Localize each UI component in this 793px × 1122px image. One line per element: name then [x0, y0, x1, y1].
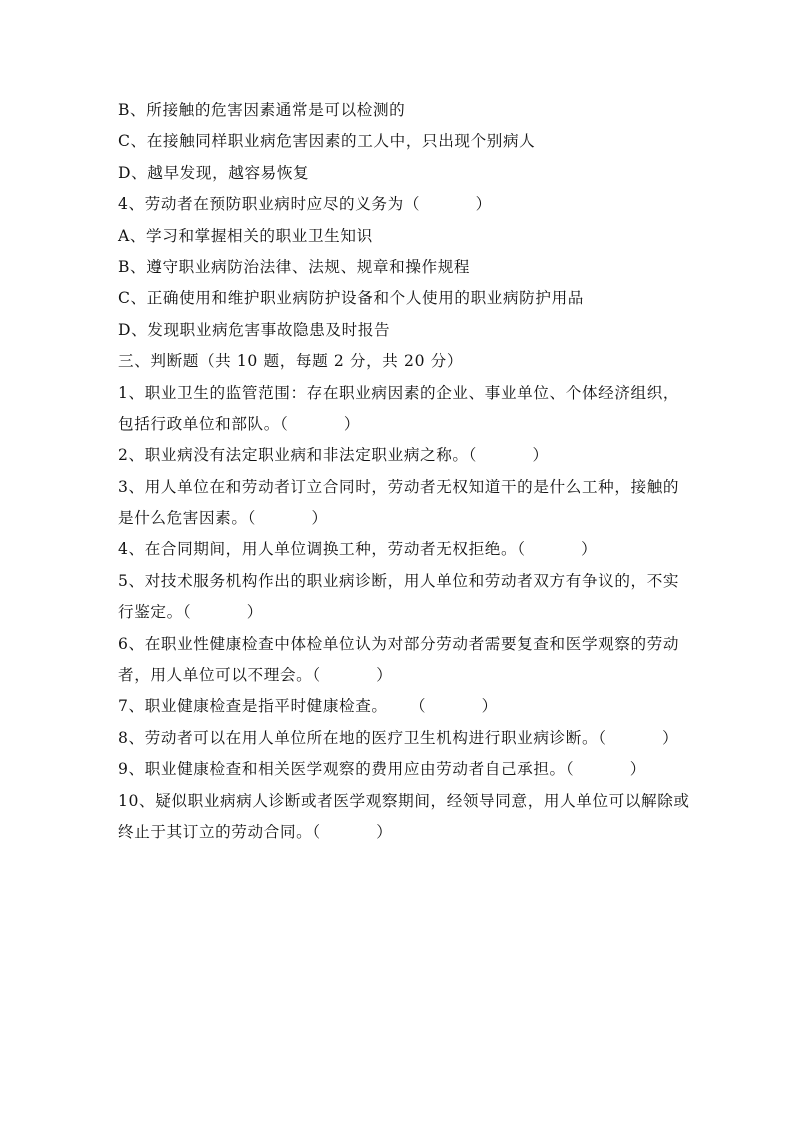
option-4b: B、遵守职业病防治法律、法规、规章和操作规程 [118, 257, 471, 276]
tf-question-5-cont: 行鉴定。（ ） [118, 603, 263, 622]
tf-question-6: 6、在职业性健康检查中体检单位认为对部分劳动者需要复查和医学观察的劳动 [118, 634, 680, 653]
tf-question-7: 7、职业健康检查是指平时健康检查。 （ ） [118, 697, 498, 716]
option-3c: C、在接触同样职业病危害因素的工人中，只出现个别病人 [118, 132, 536, 151]
option-3b: B、所接触的危害因素通常是可以检测的 [118, 101, 406, 119]
tf-question-10: 10、疑似职业病病人诊断或者医学观察期间，经领导同意，用人单位可以解除或 [118, 791, 690, 810]
option-4d: D、发现职业病危害事故隐患及时报告 [118, 320, 391, 339]
tf-question-10-cont: 终止于其订立的劳动合同。（ ） [118, 822, 393, 841]
tf-question-1: 1、职业卫生的监管范围：存在职业病因素的企业、事业单位、个体经济组织， [118, 383, 680, 402]
tf-question-4: 4、在合同期间，用人单位调换工种，劳动者无权拒绝。（ ） [118, 540, 598, 559]
option-4c: C、正确使用和维护职业病防护设备和个人使用的职业病防护用品 [118, 289, 584, 308]
option-4a: A、学习和掌握相关的职业卫生知识 [118, 226, 373, 245]
tf-question-3: 3、用人单位在和劳动者订立合同时，劳动者无权知道干的是什么工种，接触的 [118, 477, 680, 496]
tf-question-6-cont: 者，用人单位可以不理会。（ ） [118, 666, 393, 685]
option-3d: D、越早发现，越容易恢复 [118, 163, 310, 182]
tf-question-5: 5、对技术服务机构作出的职业病诊断，用人单位和劳动者双方有争议的，不实 [118, 571, 680, 590]
section-heading-true-false: 三、判断题（共 10 题，每题 2 分，共 20 分） [118, 352, 464, 371]
tf-question-3-cont: 是什么危害因素。（ ） [118, 509, 328, 528]
question-4: 4、劳动者在预防职业病时应尽的义务为（ ） [118, 195, 492, 214]
tf-question-8: 8、劳动者可以在用人单位所在地的医疗卫生机构进行职业病诊断。（ ） [118, 728, 679, 747]
tf-question-9: 9、职业健康检查和相关医学观察的费用应由劳动者自己承担。（ ） [118, 760, 646, 779]
tf-question-2: 2、职业病没有法定职业病和非法定职业病之称。（ ） [118, 446, 549, 465]
tf-question-1-cont: 包括行政单位和部队。（ ） [118, 414, 361, 433]
document-page [118, 98, 688, 851]
